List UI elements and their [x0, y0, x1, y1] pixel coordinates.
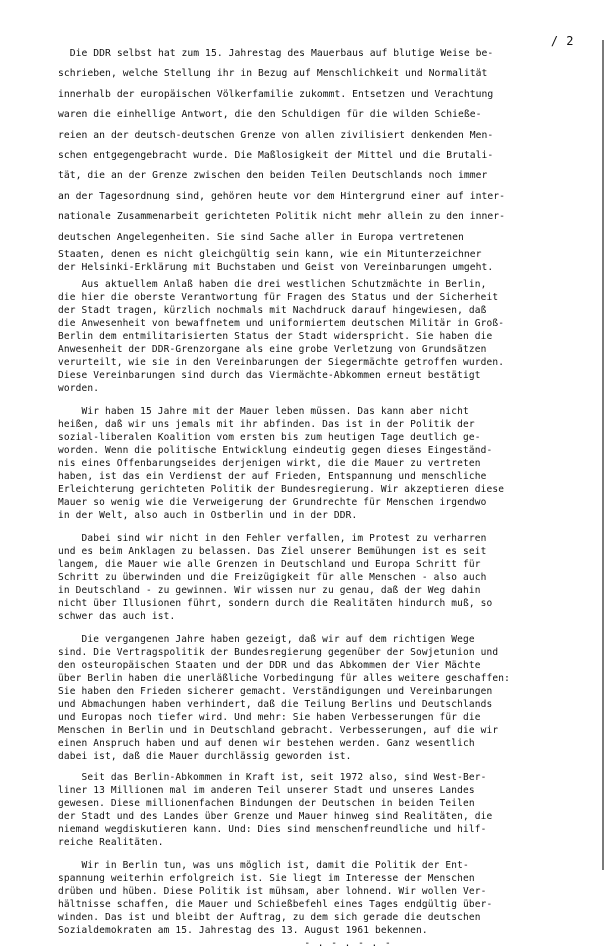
- text-line: in Deutschland - zu gewinnen. Wir wissen nur zu genau, daß der Weg dahin: [58, 585, 481, 597]
- text-line: nis eines Offenbarungseides derjenigen wirkt, die die Mauer zu vertreten: [58, 458, 481, 470]
- text-line: worden. Wenn die politische Entwicklung eindeutig gegen dieses Eingeständ-: [58, 445, 493, 457]
- text-line: Wir haben 15 Jahre mit der Mauer leben müssen. Das kann aber nicht: [58, 406, 469, 418]
- text-line: heißen, daß wir uns jemals mit ihr abfinden. Das ist in der Politik der: [58, 419, 475, 431]
- text-line: und Abmachungen haben verhindert, daß die Teilung Berlins und Deutschlands: [58, 699, 493, 711]
- text-line: der Helsinki-Erklärung mit Buchstaben und Geist von Vereinbarungen umgeht.: [58, 262, 494, 274]
- text-line: und es beim Anklagen zu belassen. Das Ziel unserer Bemühungen ist es seit: [58, 546, 487, 558]
- text-line: der Stadt tragen, kürzlich nochmals mit Nachdruck darauf hingewiesen, daß: [58, 305, 487, 317]
- text-line: reien an der deutsch-deutschen Grenze von allen zivilisiert denkenden Men-: [58, 129, 494, 141]
- text-line: den osteuropäischen Staaten und der DDR und das Abkommen der Vier Mächte: [58, 660, 481, 672]
- text-line: tät, die an der Grenze zwischen den beiden Teilen Deutschlands noch immer: [58, 170, 488, 182]
- text-line: innerhalb der europäischen Völkerfamilie zukommt. Entsetzen und Verachtung: [58, 88, 494, 100]
- text-line: Diese Vereinbarungen sind durch das Viermächte-Abkommen erneut bestätigt: [58, 370, 481, 382]
- text-line: spannung weiterhin erfolgreich ist. Sie liegt im Interesse der Menschen: [58, 873, 475, 885]
- text-line: worden.: [58, 383, 100, 395]
- text-line: nationale Zusammenarbeit gerichteten Politik nicht mehr allein zu den inner-: [58, 211, 506, 223]
- text-line: schrieben, welche Stellung ihr in Bezug auf Menschlichkeit und Normalität: [58, 68, 488, 80]
- text-line: Berlin dem entmilitarisierten Status der Stadt widerspricht. Sie haben die: [58, 331, 493, 343]
- text-line: verurteilt, wie sie in den Vereinbarungen der Siegermächte getroffen wurden.: [58, 357, 505, 369]
- text-line: Sozialdemokraten am 15. Jahrestag des 13. August 1961 bekennen.: [58, 925, 428, 937]
- closing-mark: - . - . - . -: [304, 938, 392, 950]
- text-line: niemand wegdiskutieren kann. Und: Dies sind menschenfreundliche und hilf-: [58, 824, 487, 836]
- text-line: sind. Die Vertragspolitik der Bundesregierung gegenüber der Sowjetunion und: [58, 647, 499, 659]
- text-line: gewesen. Diese millionenfachen Bindungen der Deutschen in beiden Teilen: [58, 798, 475, 810]
- page-number: / 2: [550, 34, 574, 48]
- text-line: Die vergangenen Jahre haben gezeigt, daß wir auf dem richtigen Wege: [58, 634, 475, 646]
- text-line: waren die einhellige Antwort, die den Schuldigen für die wilden Schieße-: [58, 109, 482, 121]
- text-line: und Europas noch tiefer wird. Und mehr: Sie haben Verbesserungen für die: [58, 712, 481, 724]
- text-line: reiche Realitäten.: [58, 837, 164, 849]
- text-line: liner 13 Millionen mal im anderen Teil unserer Stadt und unseres Landes: [58, 785, 475, 797]
- text-line: Aus aktuellem Anlaß haben die drei westlichen Schutzmächte in Berlin,: [58, 279, 487, 291]
- text-line: dabei ist, daß die Mauer durchlässig geworden ist.: [58, 751, 352, 763]
- text-line: Staaten, denen es nicht gleichgültig sein kann, wie ein Mitunterzeichner: [58, 249, 482, 261]
- text-line: Seit das Berlin-Abkommen in Kraft ist, seit 1972 also, sind West-Ber-: [58, 772, 487, 784]
- text-line: über Berlin haben die unerläßliche Vorbedingung für alles weitere geschaffen:: [58, 673, 510, 685]
- text-line: Erleichterung gerichteten Politik der Bundesregierung. Wir akzeptieren diese: [58, 484, 505, 496]
- text-line: die Anwesenheit von bewaffnetem und uniformiertem deutschen Militär in Groß-: [58, 318, 505, 330]
- text-line: haben, ist das ein Verdienst der auf Frieden, Entspannung und menschliche: [58, 471, 487, 483]
- text-line: winden. Das ist und bleibt der Auftrag, zu dem sich gerade die deutschen: [58, 912, 481, 924]
- text-line: Mauer so wenig wie die Verweigerung der Grundrechte für Menschen irgendwo: [58, 497, 487, 509]
- text-line: Sie haben den Frieden sicherer gemacht. Verständigungen und Vereinbarungen: [58, 686, 493, 698]
- text-line: Menschen in Berlin und in Deutschland gebracht. Verbesserungen, auf die wir: [58, 725, 499, 737]
- text-line: einen Anspruch haben und auf denen wir bestehen werden. Ganz wesentlich: [58, 738, 475, 750]
- text-line: Schritt zu überwinden und die Freizügigkeit für alle Menschen - also auch: [58, 572, 487, 584]
- text-line: langem, die Mauer wie alle Grenzen in Deutschland und Europa Schritt für: [58, 559, 481, 571]
- text-line: sozial-liberalen Koalition vom ersten bis zum heutigen Tage deutlich ge-: [58, 432, 481, 444]
- text-line: an der Tagesordnung sind, gehören heute vor dem Hintergrund einer auf inter-: [58, 190, 506, 202]
- text-line: Wir in Berlin tun, was uns möglich ist, damit die Politik der Ent-: [58, 860, 469, 872]
- text-line: deutschen Angelegenheiten. Sie sind Sache aller in Europa vertretenen: [58, 231, 464, 243]
- text-line: drüben und hüben. Diese Politik ist mühsam, aber lohnend. Wir wollen Ver-: [58, 886, 487, 898]
- text-line: hältnisse schaffen, die Mauer und Schießbefehl eines Tages endgültig über-: [58, 899, 493, 911]
- text-line: der Stadt und des Landes über Grenze und Mauer hinweg sind Realitäten, die: [58, 811, 493, 823]
- closing-line: [58, 937, 568, 950]
- text-line: Dabei sind wir nicht in den Fehler verfallen, im Protest zu verharren: [58, 533, 487, 545]
- text-line: in der Welt, also auch in Ostberlin und in der DDR.: [58, 510, 358, 522]
- text-line: schen entgegengebracht wurde. Die Maßlosigkeit der Mittel und die Brutali-: [58, 150, 494, 162]
- text-line: Anwesenheit der DDR-Grenzorgane als eine grobe Verletzung von Grundsätzen: [58, 344, 487, 356]
- text-line: nicht über Illusionen führt, sondern durch die Realitäten hindurch muß, so: [58, 598, 493, 610]
- text-line: Die DDR selbst hat zum 15. Jahrestag des Mauerbaus auf blutige Weise be-: [58, 48, 494, 59]
- text-line: die hier die oberste Verantwortung für Fragen des Status und der Sicherheit: [58, 292, 499, 304]
- text-line: schwer das auch ist.: [58, 611, 176, 623]
